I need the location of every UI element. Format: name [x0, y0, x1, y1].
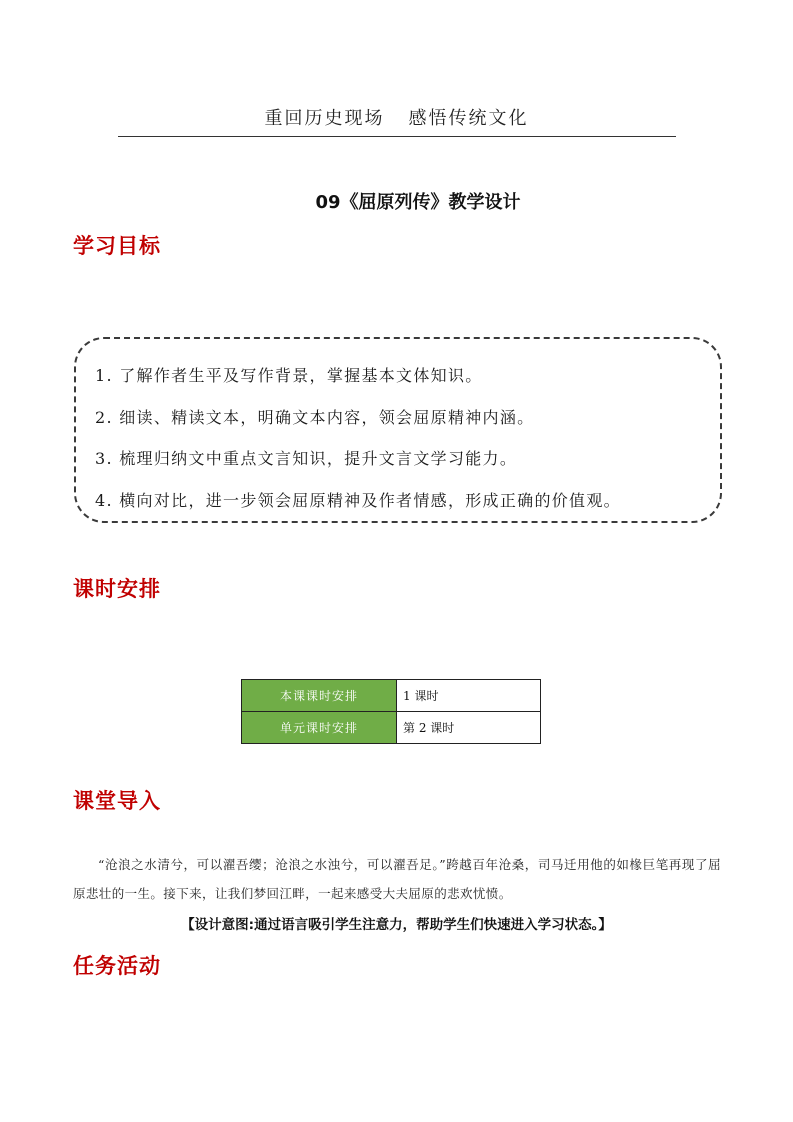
objective-item: 2. 细读、精读文本，明确文本内容，领会屈原精神内涵。	[95, 408, 535, 427]
table-value-cell: 第 2 课时	[397, 712, 541, 744]
document-title: 09《屈原列传》教学设计	[315, 192, 521, 213]
objective-item: 1. 了解作者生平及写作背景，掌握基本文体知识。	[95, 366, 483, 385]
header-left-text: 重回历史现场	[264, 108, 385, 129]
objective-item: 3. 梳理归纳文中重点文言知识，提升文言文学习能力。	[95, 449, 518, 468]
section-heading-schedule: 课时安排	[73, 577, 161, 601]
header-right-text: 感悟传统文化	[408, 108, 529, 129]
table-value-cell: 1 课时	[397, 680, 541, 712]
section-heading-objectives: 学习目标	[73, 234, 161, 258]
section-heading-tasks: 任务活动	[73, 954, 161, 978]
header-divider	[118, 136, 676, 137]
intro-paragraph: “沧浪之水清兮，可以濯吾缨；沧浪之水浊兮，可以濯吾足。”跨越百年沧桑，司马迁用他的如椽巨笔再现了屈原悲壮的一生。接下来，让我们梦回江畔，一起来感受大夫屈原的悲欢忧愤。	[73, 857, 721, 901]
design-intent-note: 【设计意图:通过语言吸引学生注意力，帮助学生们快速进入学习状态。】	[181, 917, 612, 933]
table-row	[242, 680, 541, 712]
table-label-cell: 本课课时安排	[242, 680, 397, 712]
table-label-cell: 单元课时安排	[242, 712, 397, 744]
table-row	[242, 712, 541, 744]
section-heading-intro: 课堂导入	[73, 789, 161, 813]
schedule-table	[241, 679, 541, 744]
objective-item: 4. 横向对比，进一步领会屈原精神及作者情感，形成正确的价值观。	[95, 491, 621, 510]
objectives-box	[74, 337, 722, 523]
page-header	[0, 104, 793, 130]
